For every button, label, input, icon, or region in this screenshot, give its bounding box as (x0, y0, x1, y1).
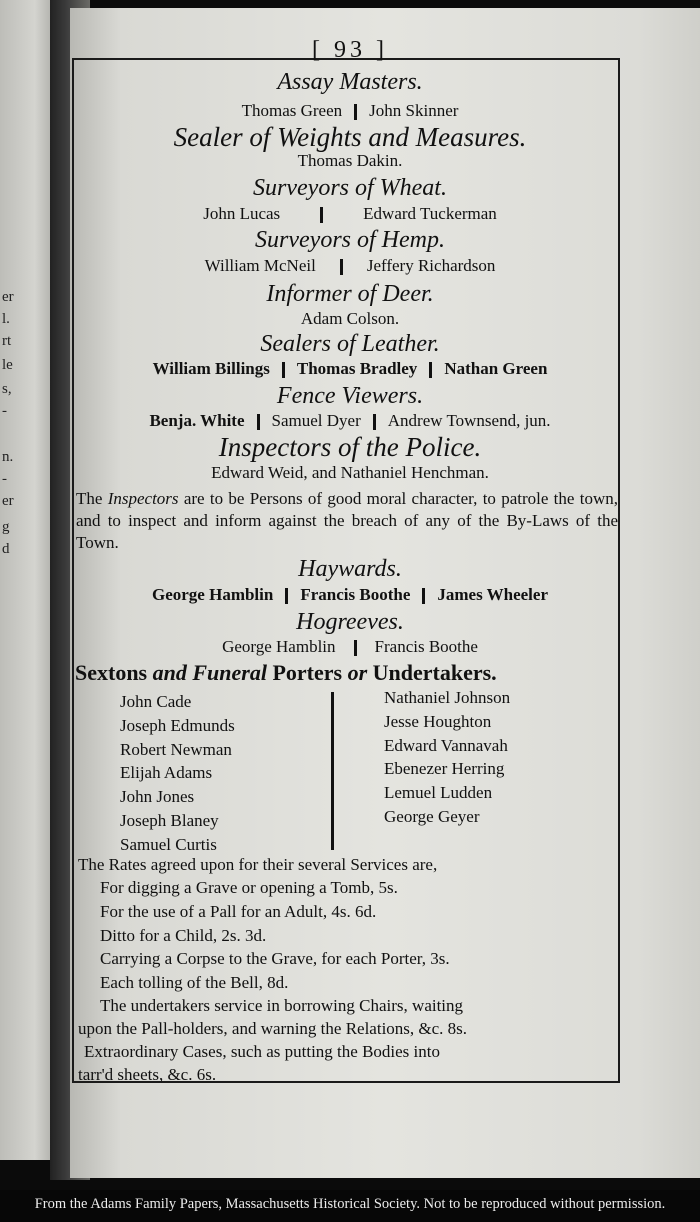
name: Robert Newman (120, 739, 232, 759)
names-row (70, 464, 630, 481)
name: Edward Weid, and Nathaniel Henchman. (211, 463, 489, 482)
separator (354, 640, 357, 656)
name: Benja. White (149, 411, 245, 430)
rates-line: The undertakers service in borrowing Chairs, waiting (100, 996, 464, 1015)
name: William Billings (152, 359, 270, 378)
separator (422, 588, 425, 604)
name: Samuel Dyer (271, 411, 361, 430)
separator (320, 207, 323, 223)
name: Thomas Green (241, 101, 343, 120)
name: Jeffery Richardson (366, 256, 496, 275)
fragment-text: - (2, 403, 7, 419)
name: Thomas Dakin. (297, 151, 403, 170)
name: Francis Boothe (374, 637, 478, 656)
names-row (70, 152, 630, 169)
separator (340, 259, 343, 275)
name: John Lucas (203, 204, 281, 223)
fragment-text: s, (2, 381, 12, 397)
rates-line: Carrying a Corpse to the Grave, for each Porter, 3s. (100, 949, 450, 968)
rates-line: The Rates agreed upon for their several Services are, (78, 855, 438, 874)
section-heading: Haywards. (298, 556, 402, 582)
section-heading: Sealers of Leather. (260, 331, 440, 357)
section-heading: Inspectors of the Police. (218, 432, 482, 462)
fragment-text: le (2, 357, 13, 373)
name: Edward Vannavah (384, 735, 508, 755)
section-heading: Informer of Deer. (266, 281, 434, 307)
fragment-text: l. (2, 311, 10, 327)
name: Joseph Blaney (120, 810, 219, 830)
rates-line: tarr'd sheets, &c. 6s. (78, 1065, 217, 1084)
sextons-left-column (120, 690, 235, 857)
inspectors-note: The Inspectors are to be Persons of good moral character, to patrole the town, and to inspect and inform against the breach of any of the By-Laws of the Town. (76, 489, 618, 552)
names-row (70, 586, 630, 604)
names-row (70, 205, 630, 223)
rates-line: upon the Pall-holders, and warning the Relations, &c. 8s. (78, 1019, 468, 1038)
section-heading: Fence Viewers. (276, 383, 424, 409)
section-heading: Sealer of Weights and Measures. (173, 122, 527, 152)
names-row (70, 102, 630, 120)
section-heading: Surveyors of Hemp. (255, 227, 445, 253)
rates-line: Ditto for a Child, 2s. 3d. (100, 926, 267, 945)
italic-term: Inspectors (107, 489, 179, 508)
page-number: [ 93 ] (312, 37, 388, 63)
separator (282, 362, 285, 378)
sextons-heading: Sextons and Funeral Porters or Undertakers. (75, 660, 497, 685)
name: Elijah Adams (120, 763, 213, 783)
fragment-text: er (2, 289, 14, 305)
names-row (70, 638, 630, 656)
section-heading: Surveyors of Wheat. (253, 175, 447, 201)
name: George Hamblin (151, 585, 274, 604)
fragment-text: g (2, 519, 10, 535)
separator (373, 414, 376, 430)
section-heading: Hogreeves. (296, 609, 404, 635)
separator (429, 362, 432, 378)
column-separator (331, 692, 334, 850)
separator (354, 104, 357, 120)
name: Thomas Bradley (296, 359, 418, 378)
name: Adam Colson. (300, 309, 400, 328)
separator (285, 588, 288, 604)
fragment-text: er (2, 493, 14, 509)
fragment-text: d (2, 541, 10, 557)
name: John Skinner (369, 101, 459, 120)
name: John Jones (120, 787, 195, 807)
section-heading: Assay Masters. (277, 69, 423, 95)
rates-line: For the use of a Pall for an Adult, 4s. 6d. (100, 902, 377, 921)
name: George Hamblin (222, 637, 336, 656)
names-row (70, 412, 630, 430)
fragment-text: - (2, 471, 7, 487)
name: John Cade (120, 692, 192, 711)
name: George Geyer (384, 806, 480, 826)
name: Joseph Edmunds (120, 715, 235, 735)
sextons-right-column (384, 686, 510, 829)
rates-line: Each tolling of the Bell, 8d. (100, 973, 289, 992)
rates-line: Extraordinary Cases, such as putting the Bodies into (84, 1042, 440, 1061)
name: Francis Boothe (300, 585, 411, 604)
names-row (70, 360, 630, 378)
name: William McNeil (204, 256, 316, 275)
name: Samuel Curtis (120, 834, 217, 854)
fragment-text: rt (2, 333, 12, 349)
name: Nathaniel Johnson (384, 688, 511, 707)
name: Lemuel Ludden (384, 783, 493, 803)
name: Edward Tuckerman (363, 204, 497, 223)
name: James Wheeler (437, 585, 548, 604)
name: Andrew Townsend, jun. (387, 411, 551, 430)
name: Ebenezer Herring (384, 759, 505, 779)
rates-line: For digging a Grave or opening a Tomb, 5s. (100, 878, 398, 897)
name: Nathan Green (444, 359, 548, 378)
fragment-text: n. (2, 449, 14, 465)
names-row (70, 310, 630, 327)
name: Jesse Houghton (384, 711, 492, 731)
separator (257, 414, 260, 430)
copyright-caption: From the Adams Family Papers, Massachusetts Historical Society. Not to be reproduced without permission. (34, 1196, 666, 1212)
names-row (70, 257, 630, 275)
